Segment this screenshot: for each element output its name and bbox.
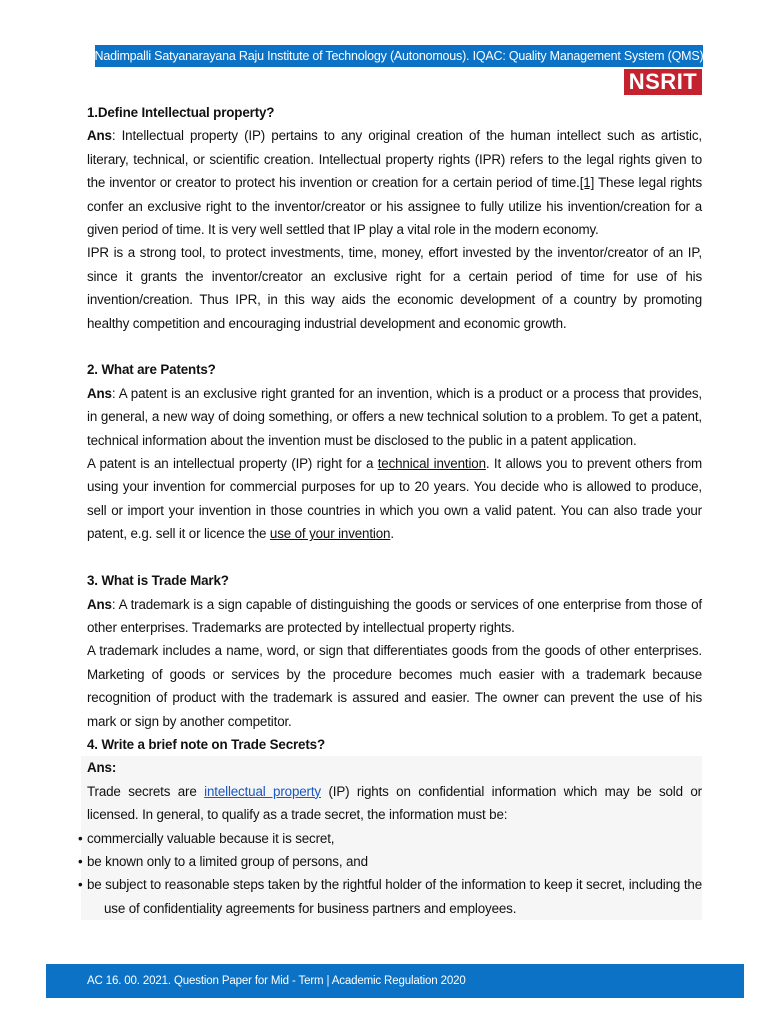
answer-label: Ans [87, 385, 112, 401]
q4-text-a: Trade secrets are [87, 783, 205, 799]
question-4: 4. Write a brief note on Trade Secrets? [87, 736, 325, 752]
header-title: Nadimpalli Satyanarayana Raju Institute of Technology (Autonomous). IQAC: Quality Management System (QMS) [95, 49, 703, 63]
trade-secret-criteria-list [78, 827, 702, 921]
bullet-icon: • [78, 853, 83, 869]
document-body [78, 101, 702, 920]
q2-text-a: A patent is an intellectual property (IP) right for a [87, 456, 378, 472]
q1-answer-text-a: : Intellectual property (IP) pertains to any original creation of the human intellect such as artistic, literary, technical, or scientific creation. Intellectual property rights (IPR) refers to the legal rights given to the inventor or creator to protect his invention or creation for a certain period of time. [87, 128, 702, 191]
q4-answer-block [78, 756, 702, 920]
bullet-icon: • [78, 830, 83, 846]
list-item [78, 827, 702, 850]
list-item-text: commercially valuable because it is secret, [87, 830, 335, 846]
logo-text: NSRIT [628, 69, 698, 94]
bullet-icon: • [78, 877, 83, 893]
answer-label: Ans [87, 128, 112, 144]
use-of-invention-link[interactable]: use of your invention [269, 526, 391, 542]
answer-label: Ans: [87, 760, 117, 776]
q2-text-c: . [390, 526, 394, 542]
q3-answer-text: : A trademark is a sign capable of distinguishing the goods or services of one enterprise from those of other enterprises. Trademarks are protected by intellectual property rights. [87, 596, 702, 635]
q2-answer-text: : A patent is an exclusive right granted for an invention, which is a product or a process that provides, in general, a new way of doing something, or offers a new technical solution to a problem. To get a patent, technical information about the invention must be disclosed to the public in a patent application. [87, 385, 702, 448]
question-3: 3. What is Trade Mark? [87, 573, 229, 589]
q1-answer-text-b: These legal rights confer an exclusive right to the inventor/creator or his assignee to fully utilize his invention/creation for a given period of time. It is very well settled that IP play a vital role in the modern economy. [87, 175, 702, 238]
technical-invention-link[interactable]: technical invention [377, 456, 486, 472]
list-item-text: be known only to a limited group of persons, and [87, 853, 368, 869]
nsrit-logo [624, 69, 702, 95]
question-2: 2. What are Patents? [87, 362, 216, 378]
q2-answer-paragraph-2 [87, 452, 702, 546]
q3-answer-paragraph-2: A trademark includes a name, word, or sign that differentiates goods from the goods of other enterprises. Marketing of goods or services by the procedure becomes much easier with a trademark because recognition of product with the trademark is assured and easier. The owner can prevent the use of his mark or sign by another competitor. [87, 643, 702, 729]
section-gap [87, 335, 702, 358]
list-item [78, 850, 702, 873]
q4-answer-paragraph [87, 780, 702, 827]
q4-text-b: (IP) rights on confidential information which may be sold or licensed. In general, to qualify as a trade secret, the information must be: [87, 783, 702, 823]
answer-label: Ans [87, 596, 112, 612]
document-footer-bar [46, 964, 744, 998]
q2-text-b: . It allows you to prevent others from using your invention for commercial purposes for up to 20 years. You decide who is allowed to produce, sell or import your invention in those countries in which you own a valid patent. You can also trade your patent, e.g. sell it or licence the [87, 456, 702, 542]
reference-link[interactable]: [1] [579, 175, 595, 191]
section-gap [87, 546, 702, 569]
q1-answer-paragraph-1 [87, 124, 702, 241]
list-item [78, 873, 702, 920]
q2-answer-paragraph-1 [87, 382, 702, 452]
footer-text: AC 16. 00. 2021. Question Paper for Mid - Term | Academic Regulation 2020 [87, 975, 466, 987]
list-item-text: be subject to reasonable steps taken by the rightful holder of the information to keep it secret, including the use of confidentiality agreements for business partners and employees. [87, 877, 702, 916]
q3-answer-paragraph-1 [87, 593, 702, 640]
q1-answer-paragraph-2: IPR is a strong tool, to protect investments, time, money, effort invested by the inventor/creator of an IP, since it grants the inventor/creator an exclusive right for a certain period of time for use of his invention/creation. Thus IPR, in this way aids the economic development of a country by promoting healthy competition and encouraging industrial development and economic growth. [87, 245, 702, 331]
intellectual-property-link[interactable]: intellectual property [204, 783, 321, 799]
question-1: 1.Define Intellectual property? [87, 105, 275, 120]
document-header-bar [95, 45, 703, 67]
